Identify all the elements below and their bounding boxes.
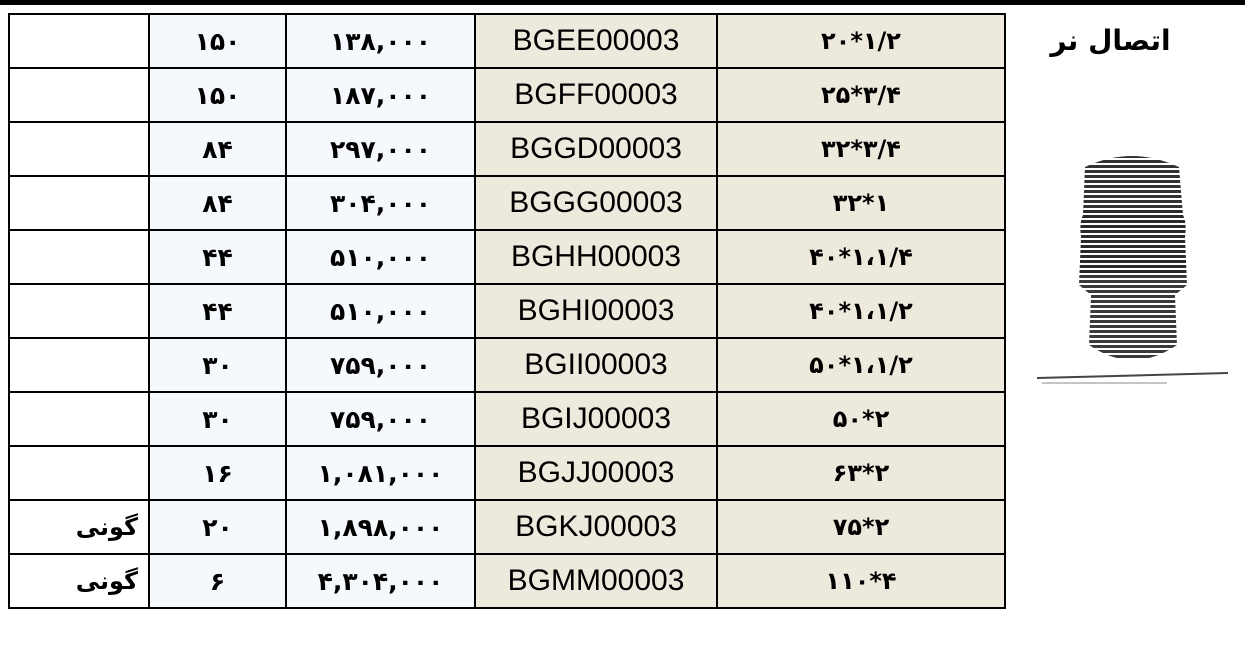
fitting-stripe (1037, 240, 1228, 243)
fitting-stripe (1037, 280, 1228, 283)
code-cell: BGIJ00003 (475, 392, 717, 446)
fitting-stripe (1037, 190, 1228, 193)
code-cell: BGGD00003 (475, 122, 717, 176)
size-cell: ۶۳*۲ (717, 446, 1005, 500)
fitting-stripe (1037, 305, 1228, 308)
fitting-stripe (1037, 335, 1228, 338)
fitting-stripe (1037, 185, 1228, 188)
code-cell: BGGG00003 (475, 176, 717, 230)
qty-cell: ۴۴ (149, 230, 286, 284)
code-cell: BGMM00003 (475, 554, 717, 608)
size-cell: ۱۱۰*۴ (717, 554, 1005, 608)
size-cell: ۵۰*۲ (717, 392, 1005, 446)
pack-cell (9, 176, 149, 230)
qty-cell: ۱۵۰ (149, 14, 286, 68)
pack-cell: گونی (9, 554, 149, 608)
fitting-stripe (1037, 385, 1228, 388)
size-cell: ۲۰*۱/۲ (717, 14, 1005, 68)
fitting-stripe (1037, 320, 1228, 323)
fitting-stripe (1037, 345, 1228, 348)
fitting-stripe (1037, 285, 1228, 288)
fitting-stripe (1037, 245, 1228, 248)
fitting-stripe (1037, 250, 1228, 253)
price-cell: ۲۹۷,۰۰۰ (286, 122, 475, 176)
pack-cell (9, 68, 149, 122)
fitting-stripe (1037, 370, 1228, 373)
fitting-stripe (1037, 175, 1228, 178)
fitting-stripe (1037, 330, 1228, 333)
fitting-stripe (1037, 290, 1228, 293)
size-cell: ۷۵*۲ (717, 500, 1005, 554)
code-cell: BGFF00003 (475, 68, 717, 122)
table-row (9, 14, 1215, 68)
fitting-stripe (1037, 145, 1228, 148)
qty-cell: ۲۰ (149, 500, 286, 554)
fitting-stripe (1037, 255, 1228, 258)
price-table (8, 13, 1215, 609)
fitting-stripe (1037, 215, 1228, 218)
code-cell: BGEE00003 (475, 14, 717, 68)
fitting-stripe (1037, 235, 1228, 238)
price-cell: ۴,۳۰۴,۰۰۰ (286, 554, 475, 608)
fitting-stripe (1037, 295, 1228, 298)
fitting-stripe (1037, 350, 1228, 353)
size-cell: ۳۲*۳/۴ (717, 122, 1005, 176)
top-border-line (0, 0, 1245, 5)
male-fitting-photo (1037, 145, 1228, 390)
price-cell: ۷۵۹,۰۰۰ (286, 338, 475, 392)
pack-cell (9, 392, 149, 446)
code-cell: BGJJ00003 (475, 446, 717, 500)
size-cell: ۲۵*۳/۴ (717, 68, 1005, 122)
pack-cell (9, 338, 149, 392)
fitting-stripe (1037, 315, 1228, 318)
price-cell: ۳۰۴,۰۰۰ (286, 176, 475, 230)
qty-cell: ۴۴ (149, 284, 286, 338)
fitting-stripe (1037, 165, 1228, 168)
price-cell: ۱,۰۸۱,۰۰۰ (286, 446, 475, 500)
fitting-stripe (1037, 270, 1228, 273)
size-cell: ۴۰*۱،۱/۲ (717, 284, 1005, 338)
size-cell: ۴۰*۱،۱/۴ (717, 230, 1005, 284)
price-cell: ۱۳۸,۰۰۰ (286, 14, 475, 68)
fitting-stripe (1037, 150, 1228, 153)
size-cell: ۵۰*۱،۱/۲ (717, 338, 1005, 392)
qty-cell: ۱۶ (149, 446, 286, 500)
fitting-stripe (1037, 170, 1228, 173)
fitting-stripe (1037, 220, 1228, 223)
code-cell: BGHI00003 (475, 284, 717, 338)
qty-cell: ۳۰ (149, 338, 286, 392)
product-title: اتصال نر (1050, 24, 1171, 57)
qty-cell: ۳۰ (149, 392, 286, 446)
fitting-stripe (1037, 275, 1228, 278)
fitting-stripe (1037, 360, 1228, 363)
pack-cell (9, 230, 149, 284)
price-cell: ۵۱۰,۰۰۰ (286, 230, 475, 284)
pack-cell (9, 122, 149, 176)
price-cell: ۵۱۰,۰۰۰ (286, 284, 475, 338)
fitting-stripe (1037, 160, 1228, 163)
pack-cell: گونی (9, 500, 149, 554)
pack-cell (9, 14, 149, 68)
pack-cell (9, 284, 149, 338)
fitting-stripe (1037, 325, 1228, 328)
fitting-stripe (1037, 340, 1228, 343)
qty-cell: ۱۵۰ (149, 68, 286, 122)
fitting-stripe (1037, 180, 1228, 183)
fitting-stripe (1037, 230, 1228, 233)
size-cell: ۳۲*۱ (717, 176, 1005, 230)
fitting-stripe (1037, 260, 1228, 263)
price-cell: ۷۵۹,۰۰۰ (286, 392, 475, 446)
price-cell: ۱۸۷,۰۰۰ (286, 68, 475, 122)
fitting-stripe (1037, 210, 1228, 213)
fitting-stripe (1037, 195, 1228, 198)
fitting-stripe (1037, 205, 1228, 208)
code-cell: BGKJ00003 (475, 500, 717, 554)
qty-cell: ۸۴ (149, 176, 286, 230)
pack-cell (9, 446, 149, 500)
price-cell: ۱,۸۹۸,۰۰۰ (286, 500, 475, 554)
fitting-stripe (1037, 155, 1228, 158)
fitting-stripe (1037, 225, 1228, 228)
code-cell: BGHH00003 (475, 230, 717, 284)
qty-cell: ۶ (149, 554, 286, 608)
fitting-stripe (1037, 310, 1228, 313)
fitting-stripe (1037, 265, 1228, 268)
qty-cell: ۸۴ (149, 122, 286, 176)
code-cell: BGII00003 (475, 338, 717, 392)
fitting-stripe (1037, 365, 1228, 368)
fitting-stripe (1037, 200, 1228, 203)
fitting-stripe (1037, 300, 1228, 303)
fitting-stripe (1037, 355, 1228, 358)
